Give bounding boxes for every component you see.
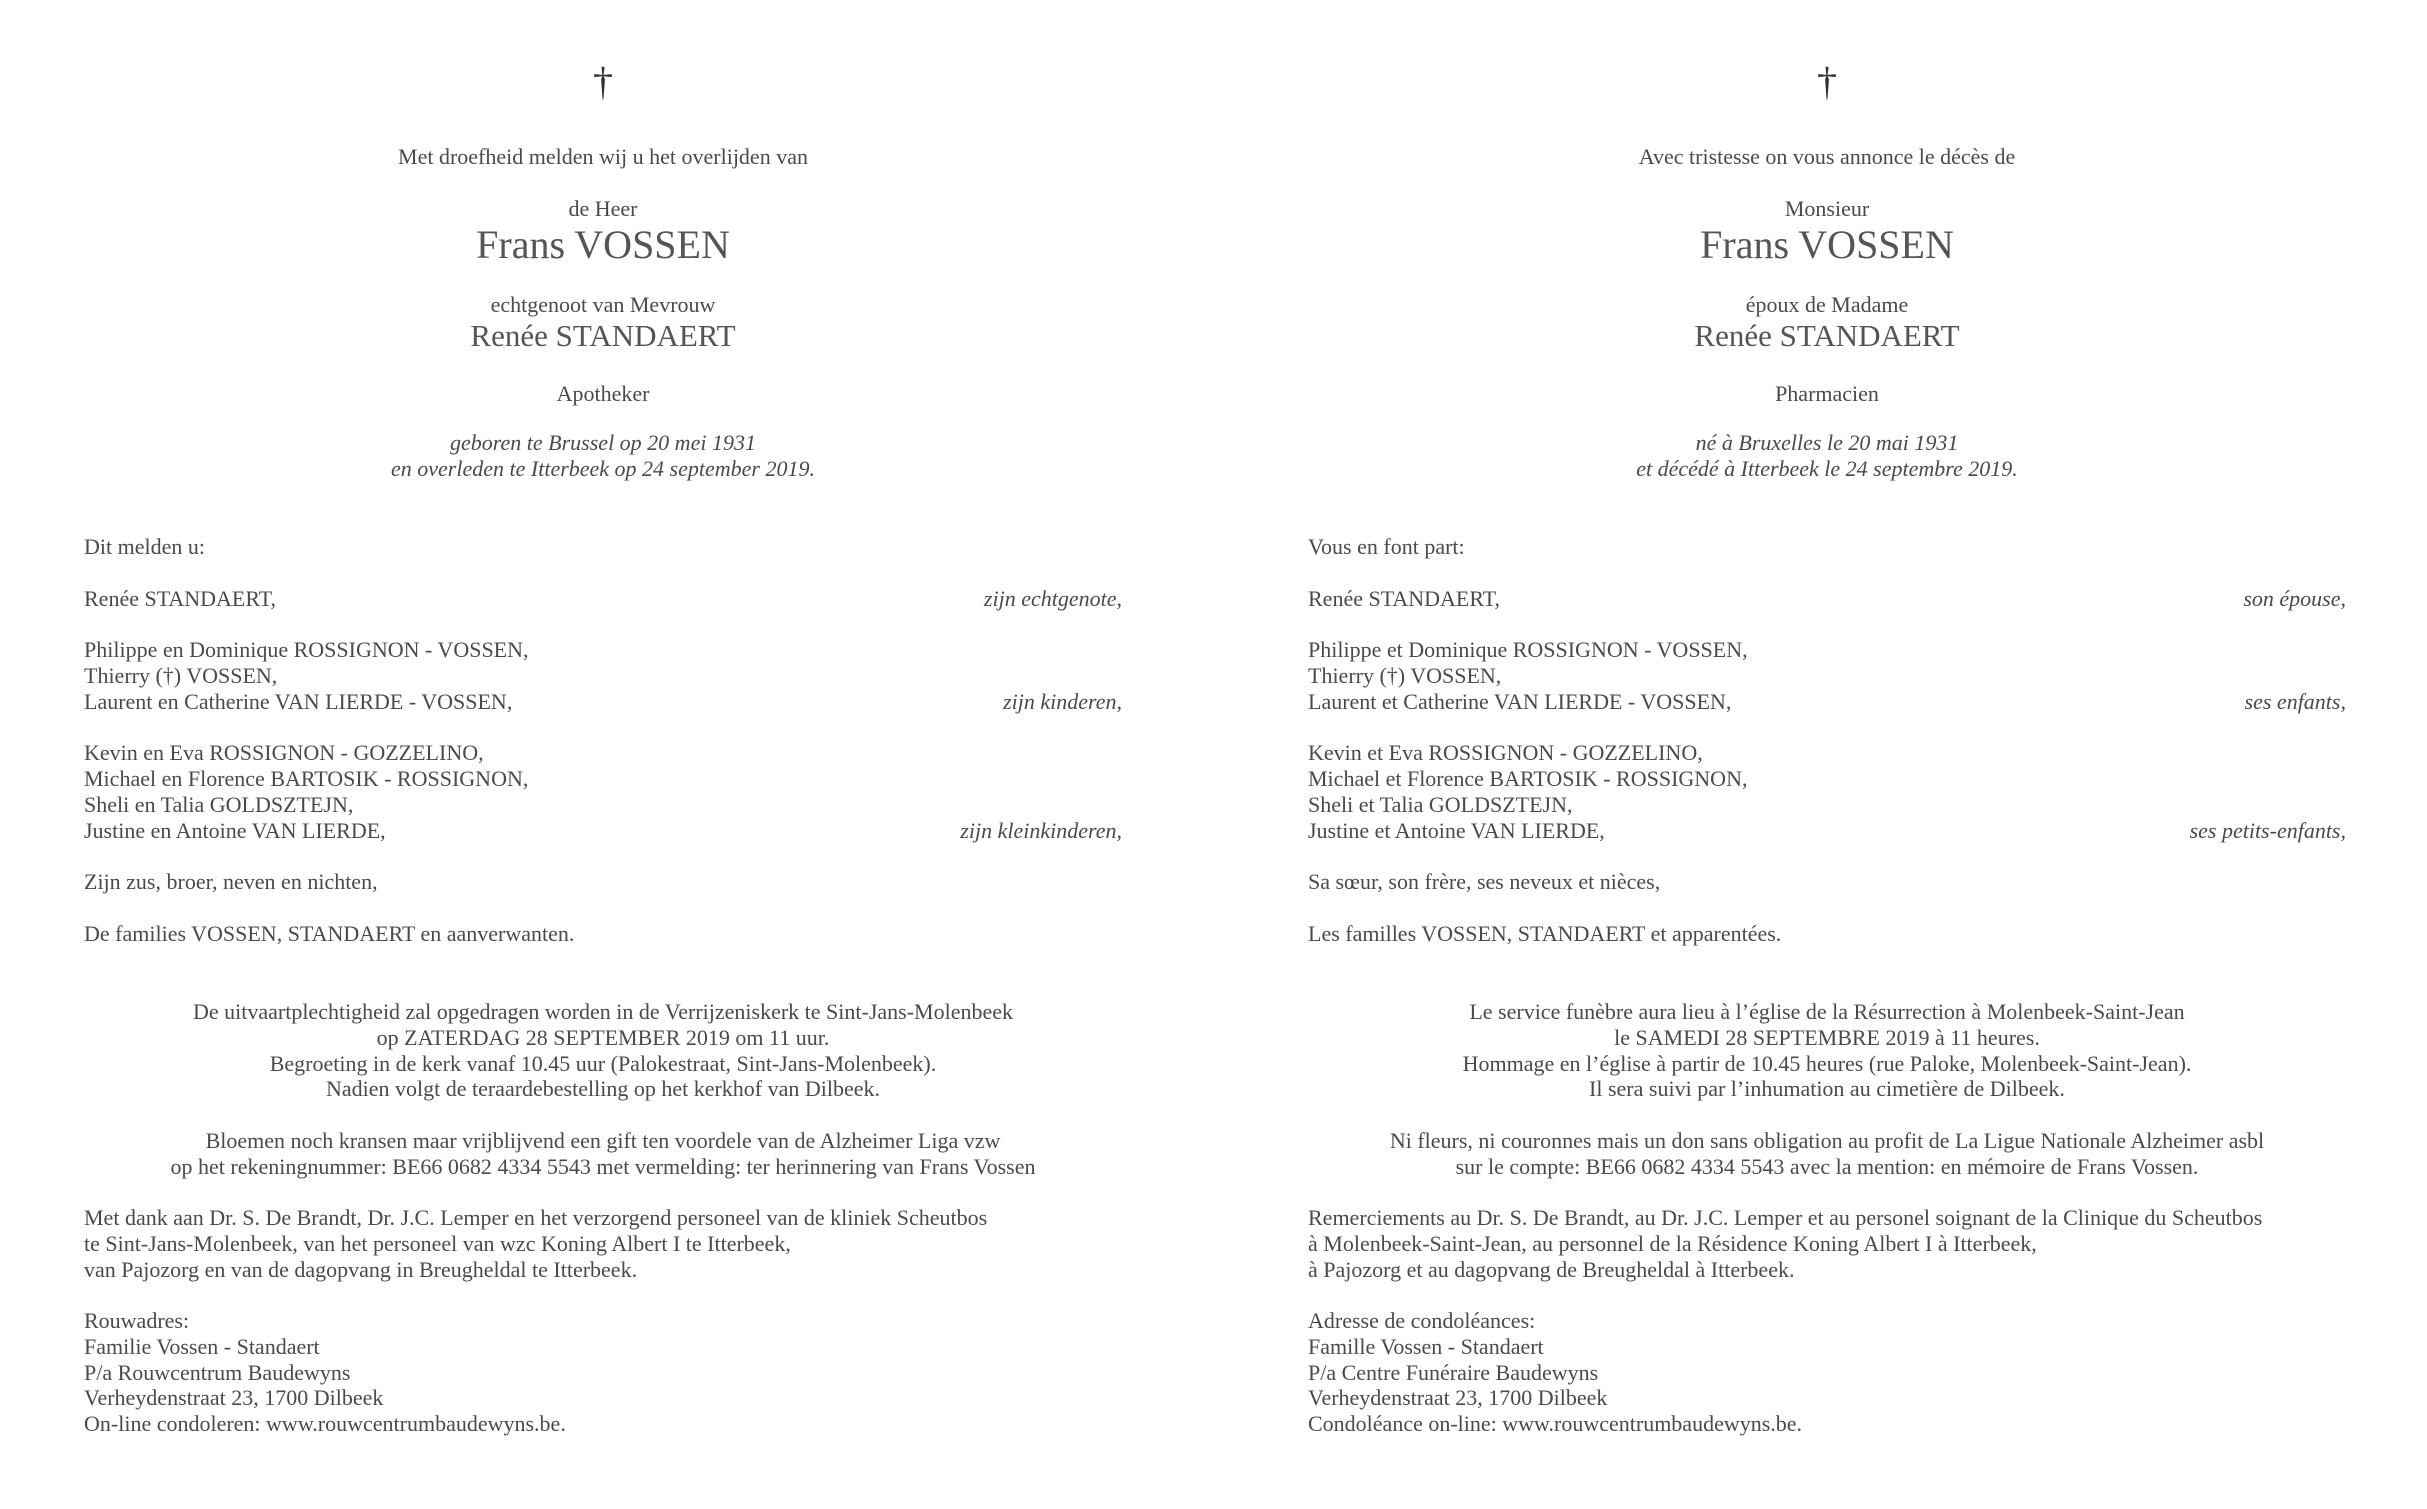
condolence-link: Condoléance on-line: www.rouwcentrumbaudewyns.be. <box>1308 1411 1803 1437</box>
ceremony-info: De uitvaartplechtigheid zal opgedragen worden in de Verrijzeniskerk te Sint-Jans-Molenbeek op ZATERDAG 28 SEPTEMBER 2019 om 11 uur. Begroeting in de kerk vanaf 10.45 uur (Palokestraat, Sint-Jans-Molenbeek). Nadien volgt de teraardebestelling op het kerkhof van Dilbeek. <box>192 999 1014 1102</box>
list-item: Sheli en Talia GOLDSZTEJN, <box>84 791 354 817</box>
spouse-relative-line: Renée STANDAERT, son épouse, <box>1308 585 2346 611</box>
cross-icon: † <box>593 59 613 104</box>
list-item: Michael en Florence BARTOSIK - ROSSIGNON, <box>84 766 529 792</box>
thanks-text: Met dank aan Dr. S. De Brandt, Dr. J.C. Lemper en het verzorgend personeel van de kliniek Scheutbos te Sint-Jans-Molenbeek, van het personeel van wzc Koning Albert I te Itterbeek, van Pajozorg en van de dagopvang in Breugheldal te Itterbeek. <box>84 1205 988 1282</box>
birth-line: né à Bruxelles le 20 mai 1931 <box>1695 430 1959 455</box>
notice-dutch <box>84 0 1122 1509</box>
list-item: Thierry (†) VOSSEN, <box>84 662 278 688</box>
spouse-relative-line: Renée STANDAERT, zijn echtgenote, <box>84 585 1122 611</box>
cross-icon: † <box>1817 59 1837 104</box>
flowers-info: Ni fleurs, ni couronnes mais un don sans obligation au profit de La Ligue Nationale Alzheimer asbl sur le compte: BE66 0682 4334 5543 avec la mention: en mémoire de Frans Vossen. <box>1389 1128 2265 1179</box>
list-item: Kevin en Eva ROSSIGNON - GOZZELINO, <box>84 740 484 766</box>
deceased-name: Frans VOSSEN <box>1700 222 1954 267</box>
death-line: et décédé à Itterbeek le 24 septembre 2019. <box>1636 456 2018 481</box>
announcers-line: Vous en font part: <box>1308 534 1465 559</box>
families-line: De families VOSSEN, STANDAERT en aanverwanten. <box>84 920 575 946</box>
list-item: Laurent en Catherine VAN LIERDE - VOSSEN, zijn kinderen, <box>84 688 1122 714</box>
list-item: Philippe en Dominique ROSSIGNON - VOSSEN, <box>84 637 529 663</box>
profession: Pharmacien <box>1775 381 1879 406</box>
thanks-text: Remerciements au Dr. S. De Brandt, au Dr. J.C. Lemper et au personel soignant de la Clinique du Scheutbos à Molenbeek-Saint-Jean, au personnel de la Résidence Koning Albert I à Itterbeek, à Pajozorg et au dagopvang de Breugheldal à Itterbeek. <box>1308 1205 2263 1282</box>
list-item: Laurent et Catherine VAN LIERDE - VOSSEN, ses enfants, <box>1308 688 2346 714</box>
list-item: Philippe et Dominique ROSSIGNON - VOSSEN, <box>1308 637 1748 663</box>
birth-line: geboren te Brussel op 20 mei 1931 <box>450 430 756 455</box>
flowers-info: Bloemen noch kransen maar vrijblijvend een gift ten voordele van de Alzheimer Liga vzw op het rekeningnummer: BE66 0682 4334 5543 met vermelding: ter herinnering van Frans Vossen <box>170 1128 1036 1179</box>
spouse-intro: echtgenoot van Mevrouw <box>490 292 716 317</box>
notice-french <box>1308 0 2346 1509</box>
relation-label: zijn kinderen, <box>1003 688 1122 714</box>
relatives-list <box>84 534 1122 947</box>
siblings-line: Zijn zus, broer, neven en nichten, <box>84 869 378 895</box>
death-line: en overleden te Itterbeek op 24 september 2019. <box>391 456 815 481</box>
spouse-intro: époux de Madame <box>1745 292 1909 317</box>
spouse-name: Renée STANDAERT <box>470 318 736 353</box>
siblings-line: Sa sœur, son frère, ses neveux et nièces, <box>1308 869 1661 895</box>
list-item: Thierry (†) VOSSEN, <box>1308 662 1502 688</box>
relation-label: ses petits-enfants, <box>2189 817 2346 843</box>
intro-text: Met droefheid melden wij u het overlijden van <box>398 144 808 169</box>
relation-label: zijn echtgenote, <box>983 585 1122 611</box>
intro-text: Avec tristesse on vous annonce le décès de <box>1638 144 2016 169</box>
ceremony-info: Le service funèbre aura lieu à l’église de la Résurrection à Molenbeek-Saint-Jean le SAMEDI 28 SEPTEMBRE 2019 à 11 heures. Hommage en l’église à partir de 10.45 heures (rue Paloke, Molenbeek-Saint-Jean). Il sera suivi par l’inhumation au cimetière de Dilbeek. <box>1462 999 2192 1102</box>
list-item: Michael et Florence BARTOSIK - ROSSIGNON, <box>1308 766 1748 792</box>
honorific: de Heer <box>568 196 638 221</box>
list-item: Justine en Antoine VAN LIERDE, zijn kleinkinderen, <box>84 817 1122 843</box>
relation-label: zijn kleinkinderen, <box>960 817 1122 843</box>
relatives-list <box>1308 534 2346 947</box>
announcers-line: Dit melden u: <box>84 534 205 559</box>
list-item: Sheli et Talia GOLDSZTEJN, <box>1308 791 1573 817</box>
mourning-address: Rouwadres: Familie Vossen - Standaert P/a Rouwcentrum Baudewyns Verheydenstraat 23, 1700 Dilbeek On-line condoleren: www.rouwcentrumbaudewyns.be. <box>84 1308 1122 1437</box>
list-item: Justine et Antoine VAN LIERDE, ses petits-enfants, <box>1308 817 2346 843</box>
list-item: Kevin et Eva ROSSIGNON - GOZZELINO, <box>1308 740 1703 766</box>
spouse-name: Renée STANDAERT <box>1694 318 1960 353</box>
condolence-link: On-line condoleren: www.rouwcentrumbaudewyns.be. <box>84 1411 566 1437</box>
honorific: Monsieur <box>1784 196 1870 221</box>
life-dates <box>84 430 1122 482</box>
profession: Apotheker <box>556 381 650 406</box>
deceased-name: Frans VOSSEN <box>476 222 730 267</box>
relation-label: ses enfants, <box>2244 688 2346 714</box>
life-dates <box>1308 430 2346 482</box>
relation-label: son épouse, <box>2243 585 2346 611</box>
mourning-address: Adresse de condoléances: Famille Vossen - Standaert P/a Centre Funéraire Baudewyns Verheydenstraat 23, 1700 Dilbeek Condoléance on-line: www.rouwcentrumbaudewyns.be. <box>1308 1308 2346 1437</box>
families-line: Les familles VOSSEN, STANDAERT et apparentées. <box>1308 920 1782 946</box>
